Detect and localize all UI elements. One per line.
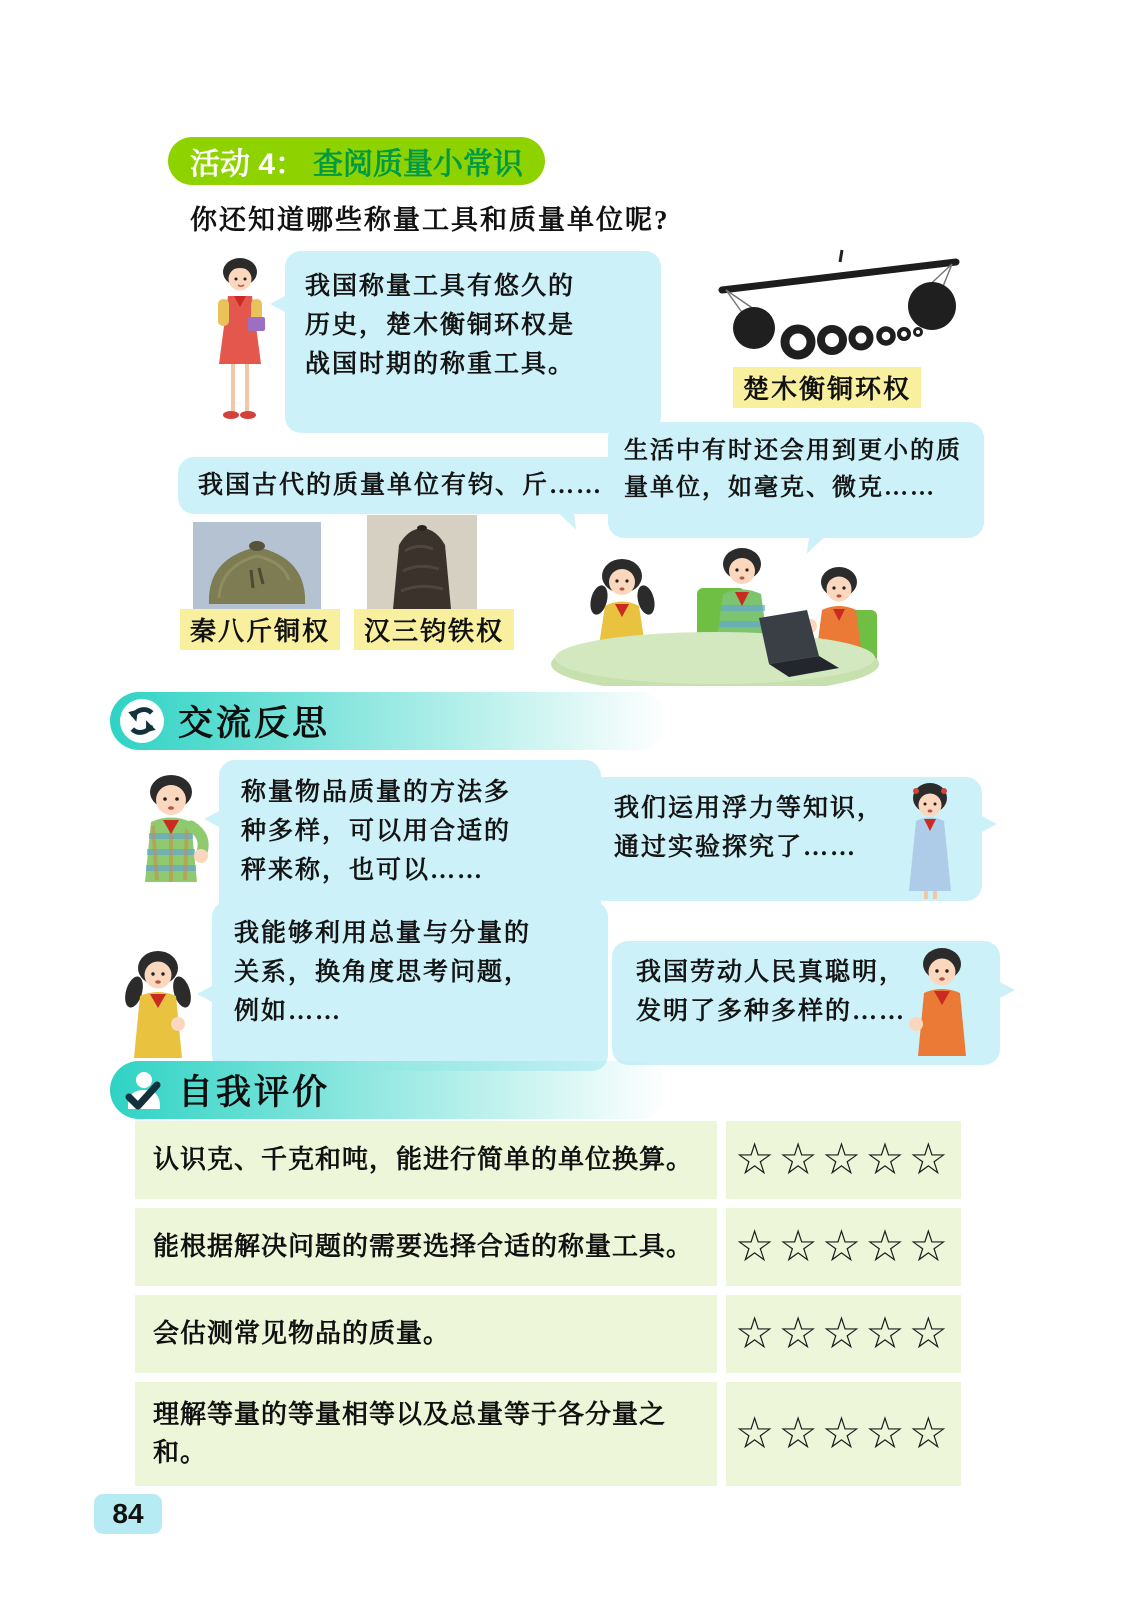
refresh-icon <box>120 699 164 743</box>
balance-label: 楚木衡铜环权 <box>733 367 921 408</box>
han-iron-weight-photo <box>367 515 477 617</box>
evaluation-section-header <box>110 1061 668 1119</box>
activity-title: 查阅质量小常识 <box>313 148 524 181</box>
eval-criterion-line: 能根据解决问题的需要选择合适的称量工具。 <box>153 1232 694 1261</box>
children-discussion-image <box>547 514 885 686</box>
bubble-line: 我能够利用总量与分量的 <box>234 920 532 947</box>
page-number-badge: 84 <box>94 1494 162 1534</box>
bubble-line: 例如…… <box>234 998 343 1025</box>
bubble-line: 种多样，可以用合适的 <box>241 818 512 845</box>
girl-red-dress-avatar <box>198 252 283 432</box>
activity-number: 活动 4： <box>190 148 306 181</box>
boy-green-avatar <box>127 770 215 888</box>
speech-bubble-total-parts <box>212 901 608 1071</box>
bubble-line: 秤来称，也可以…… <box>241 857 485 884</box>
bubble-line: 量单位，如毫克、微克…… <box>624 475 936 501</box>
star-rating[interactable]: ☆☆☆☆☆ <box>726 1121 961 1199</box>
girl-blue-avatar <box>894 779 966 901</box>
bubble-line: 通过实验探究了…… <box>614 834 858 861</box>
bubble-line: 我们运用浮力等知识， <box>614 795 885 822</box>
qin-bronze-weight-photo <box>193 522 321 615</box>
qin-weight-label: 秦八斤铜权 <box>180 609 340 650</box>
eval-row <box>135 1382 961 1486</box>
bubble-line: 我国称量工具有悠久的 <box>305 273 576 300</box>
activity-badge <box>168 137 545 185</box>
eval-criterion-line: 会估测常见物品的质量。 <box>153 1319 451 1348</box>
bubble-line: 我国古代的质量单位有钧、斤…… <box>198 472 604 499</box>
reflection-section-header <box>110 692 668 750</box>
bubble-line: 我国劳动人民真聪明， <box>636 959 907 986</box>
eval-criterion <box>135 1295 717 1373</box>
eval-criterion-line: 和。 <box>153 1438 208 1467</box>
eval-criterion <box>135 1121 717 1199</box>
activity-question: 你还知道哪些称量工具和质量单位呢? <box>190 205 670 235</box>
eval-criterion-line: 认识克、千克和吨，能进行简单的单位换算。 <box>153 1145 694 1174</box>
bubble-line: 关系，换角度思考问题， <box>234 959 532 986</box>
bubble-line: 称量物品质量的方法多 <box>241 779 512 806</box>
self-evaluation-table <box>135 1121 961 1495</box>
girl-pigtails-avatar <box>110 946 205 1064</box>
bubble-line: 历史，楚木衡铜环权是 <box>305 312 576 339</box>
reflection-section-title: 交流反思 <box>178 704 331 743</box>
star-rating[interactable]: ☆☆☆☆☆ <box>726 1208 961 1286</box>
bubble-line: 战国时期的称重工具。 <box>305 351 576 378</box>
eval-row <box>135 1208 961 1286</box>
eval-criterion <box>135 1382 717 1486</box>
bubble-line: 发明了多种多样的…… <box>636 998 907 1025</box>
balance-scale-image <box>706 246 968 364</box>
speech-bubble-history <box>285 251 661 433</box>
eval-row <box>135 1295 961 1373</box>
eval-criterion-line: 理解等量的等量相等以及总量等于各分量之 <box>153 1400 667 1429</box>
star-rating[interactable]: ☆☆☆☆☆ <box>726 1295 961 1373</box>
star-rating[interactable]: ☆☆☆☆☆ <box>726 1382 961 1486</box>
evaluation-section-title: 自我评价 <box>178 1073 331 1112</box>
boy-orange-avatar <box>906 944 974 1062</box>
speech-bubble-ancient-units <box>178 457 626 514</box>
bubble-line: 生活中有时还会用到更小的质 <box>624 438 962 464</box>
eval-row <box>135 1121 961 1199</box>
eval-criterion <box>135 1208 717 1286</box>
person-check-icon <box>120 1068 164 1112</box>
han-weight-label: 汉三钧铁权 <box>354 609 514 650</box>
